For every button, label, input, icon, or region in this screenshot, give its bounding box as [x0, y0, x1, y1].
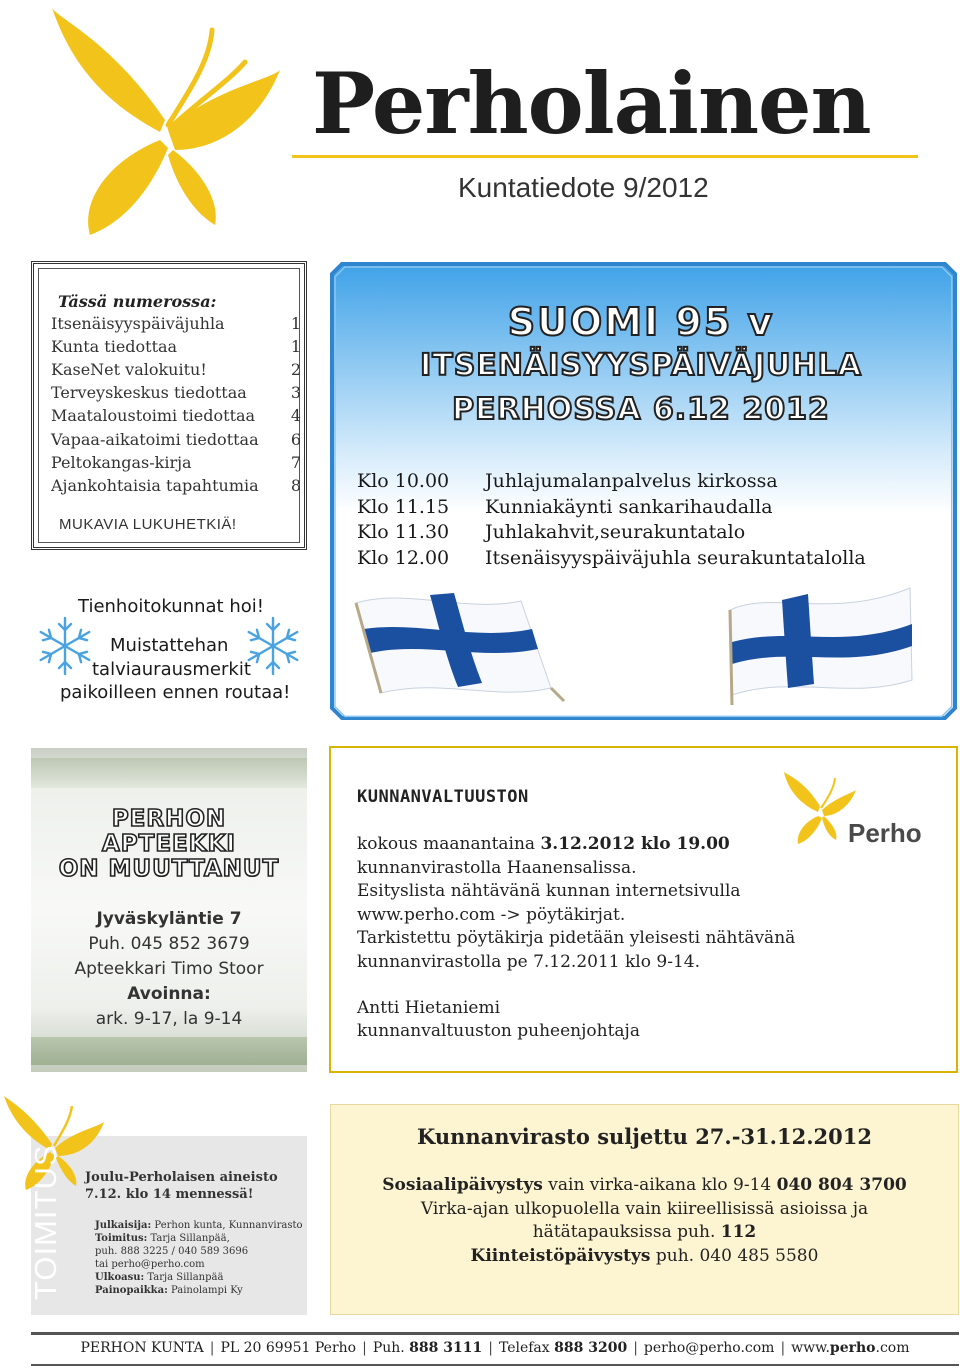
- council-text: kunnanvirastolla pe 7.12.2011 klo 9-14.: [357, 952, 700, 972]
- toc-item-label: Itsenäisyyspäiväjuhla: [51, 314, 225, 333]
- independence-title-line-1: SUOMI 95 v: [507, 300, 775, 344]
- toc-footer: MUKAVIA LUKUHETKIÄ!: [59, 516, 237, 533]
- toc-item-page: 7: [290, 453, 301, 472]
- footer-address: PL 20 69951 Perho: [220, 1340, 357, 1356]
- toc-item-label: Kunta tiedottaa: [51, 337, 178, 356]
- footer-phone: 888 3111: [409, 1340, 483, 1356]
- toimitus-phone: puh. 888 3225 / 040 589 3696: [95, 1246, 249, 1257]
- council-meeting-prefix: kokous maanantaina: [357, 834, 541, 854]
- toimitus-publisher-label: Julkaisija:: [95, 1220, 152, 1231]
- toc-item-page: 4: [290, 406, 301, 425]
- council-text: kunnanvirastolla Haanensalissa.: [357, 858, 637, 878]
- emergency-line: [330, 1222, 959, 1242]
- perho-logo-icon: [780, 770, 940, 850]
- footer-fax-label: Telefax: [498, 1340, 555, 1356]
- toc-item-label: Peltokangas-kirja: [51, 453, 192, 472]
- footer-web-suffix: .com: [875, 1340, 910, 1356]
- toc-item[interactable]: [51, 360, 301, 383]
- council-signer-name: Antti Hietaniemi: [357, 998, 501, 1018]
- pharmacy-heading: PERHON: [111, 806, 227, 832]
- toimitus-deadline: Joulu-Perholaisen aineisto: [85, 1170, 278, 1185]
- schedule-event: Juhlajumalanpalvelus kirkossa: [485, 470, 778, 492]
- footer-fax: 888 3200: [554, 1340, 628, 1356]
- council-meeting-line: [357, 834, 730, 854]
- schedule-time: Klo 11.30: [357, 521, 450, 543]
- schedule-event: Kunniakäynti sankarihaudalla: [485, 496, 773, 518]
- pharmacy-address: Jyväskyläntie 7: [96, 909, 242, 929]
- social-duty-line: [330, 1175, 959, 1195]
- tienhoito-text: talviaurausmerkit: [92, 659, 251, 680]
- toc-item[interactable]: [51, 383, 301, 406]
- pharmacy-stripe: [31, 1037, 307, 1065]
- toimitus-email: tai perho@perho.com: [95, 1259, 205, 1270]
- toimitus-deadline: 7.12. klo 14 mennessä!: [85, 1187, 254, 1202]
- council-text: www.perho.com -> pöytäkirjat.: [357, 905, 626, 925]
- footer-web-domain: perho: [829, 1340, 876, 1356]
- council-meeting-date: 3.12.2012 klo 19.00: [540, 834, 730, 854]
- toimitus-publisher-value: Perhon kunta, Kunnanvirasto: [151, 1220, 303, 1231]
- property-duty-line: [330, 1246, 959, 1266]
- toc-item-label: Ajankohtaisia tapahtumia: [51, 476, 259, 495]
- toimitus-layout: [95, 1272, 223, 1283]
- toc-item[interactable]: [51, 314, 301, 337]
- footer-phone-label: Puh.: [372, 1340, 410, 1356]
- pharmacy-heading: ON MUUTTANUT: [58, 856, 280, 882]
- toimitus-printer-label: Painopaikka:: [95, 1285, 168, 1296]
- schedule-event: Itsenäisyyspäiväjuhla seurakuntatalolla: [485, 547, 866, 569]
- schedule-time: Klo 12.00: [357, 547, 450, 569]
- footer-contact: PERHON KUNTA | PL 20 69951 Perho | Puh. 888 3111 | Telefax 888 3200 | perho@perho.com | www.perho.com: [80, 1340, 910, 1356]
- toimitus-printer-value: Painolampi Ky: [167, 1285, 243, 1296]
- toc-item-label: Maataloustoimi tiedottaa: [51, 406, 256, 425]
- council-text: Esityslista nähtävänä kunnan internetsivulla: [357, 881, 741, 901]
- council-text: Tarkistettu pöytäkirja pidetään yleisesti nähtävänä: [357, 928, 796, 948]
- pharmacy-heading: APTEEKKI: [102, 831, 236, 857]
- pharmacy-phone: Puh. 045 852 3679: [88, 934, 250, 954]
- footer-web-link[interactable]: [791, 1340, 909, 1356]
- schedule-event: Juhlakahvit,seurakuntatalo: [485, 521, 746, 543]
- pharmacy-open-label: Avoinna:: [127, 984, 211, 1004]
- toc-heading: Tässä numerossa:: [58, 292, 217, 311]
- council-heading: KUNNANVALTUUSTON: [357, 787, 529, 807]
- toc-item-page: 6: [290, 430, 301, 449]
- footer-web-prefix: www.: [791, 1340, 830, 1356]
- social-duty-text: vain virka-aikana klo 9-14: [542, 1175, 777, 1195]
- table-of-contents: [31, 261, 307, 550]
- closed-notice-text: Virka-ajan ulkopuolella vain kiireellisissä asioissa ja: [420, 1199, 869, 1219]
- tienhoito-heading: Tienhoitokunnat hoi!: [78, 596, 264, 617]
- toc-item-label: Vapaa-aikatoimi tiedottaa: [51, 430, 259, 449]
- pharmacy-pharmacist: Apteekkari Timo Stoor: [74, 959, 264, 979]
- property-duty-text: puh. 040 485 5580: [650, 1246, 819, 1266]
- toimitus-printer: [95, 1285, 243, 1296]
- toc-item[interactable]: [51, 476, 301, 499]
- property-duty-label: Kiinteistöpäivystys: [470, 1246, 651, 1266]
- social-duty-label: Sosiaalipäivystys: [382, 1175, 543, 1195]
- social-duty-phone: 040 804 3700: [776, 1175, 907, 1195]
- masthead-title: Perholainen: [312, 54, 871, 153]
- toc-item-page: 1: [290, 337, 301, 356]
- independence-title-line-3: PERHOSSA 6.12 2012: [452, 392, 830, 427]
- toc-item[interactable]: [51, 337, 301, 360]
- tienhoito-text: paikoilleen ennen routaa!: [60, 682, 291, 703]
- finnish-flag-icon: [722, 580, 918, 705]
- schedule-time: Klo 10.00: [357, 470, 450, 492]
- masthead-rule: [292, 155, 918, 158]
- toc-item-page: 8: [290, 476, 301, 495]
- toimitus-editor-value: Tarja Sillanpää,: [147, 1233, 230, 1244]
- emergency-prefix: hätätapauksissa puh.: [532, 1222, 721, 1242]
- footer-rule: [31, 1364, 959, 1366]
- toimitus-vertical-label: TOIMITUS: [28, 1144, 63, 1300]
- toc-item[interactable]: [51, 430, 301, 453]
- toc-item[interactable]: [51, 406, 301, 429]
- emergency-number: 112: [720, 1222, 757, 1242]
- toc-item-page: 3: [290, 383, 301, 402]
- toc-item-label: Terveyskeskus tiedottaa: [51, 383, 247, 402]
- toc-item-page: 2: [290, 360, 301, 379]
- toimitus-layout-value: Tarja Sillanpää: [144, 1272, 224, 1283]
- finnish-flag-icon: [346, 583, 566, 703]
- independence-title-line-2: ITSENÄISYYSPÄIVÄJUHLA: [420, 348, 862, 383]
- pharmacy-stripe: [31, 758, 307, 788]
- footer-email-link[interactable]: perho@perho.com: [643, 1340, 775, 1356]
- toimitus-editor: [95, 1233, 230, 1244]
- perho-logo-text: Perho: [848, 818, 922, 848]
- butterfly-logo-icon: [40, 0, 290, 240]
- masthead-subtitle: Kuntatiedote 9/2012: [458, 172, 709, 203]
- footer-org: PERHON KUNTA: [80, 1340, 204, 1356]
- toc-item-label: KaseNet valokuitu!: [51, 360, 207, 379]
- toimitus-publisher: [95, 1220, 302, 1231]
- office-closed-heading: Kunnanvirasto suljettu 27.-31.12.2012: [417, 1124, 872, 1149]
- footer-rule: [31, 1332, 959, 1335]
- toimitus-editor-label: Toimitus:: [95, 1233, 148, 1244]
- tienhoito-text: Muistattehan: [110, 635, 229, 656]
- toimitus-layout-label: Ulkoasu:: [95, 1272, 145, 1283]
- council-signer-title: kunnanvaltuuston puheenjohtaja: [357, 1021, 640, 1041]
- schedule-time: Klo 11.15: [357, 496, 450, 518]
- toc-item-page: 1: [290, 314, 301, 333]
- snowflake-icon: [242, 615, 304, 677]
- pharmacy-hours: ark. 9-17, la 9-14: [95, 1009, 243, 1029]
- snowflake-icon: [34, 615, 96, 677]
- toc-item[interactable]: [51, 453, 301, 476]
